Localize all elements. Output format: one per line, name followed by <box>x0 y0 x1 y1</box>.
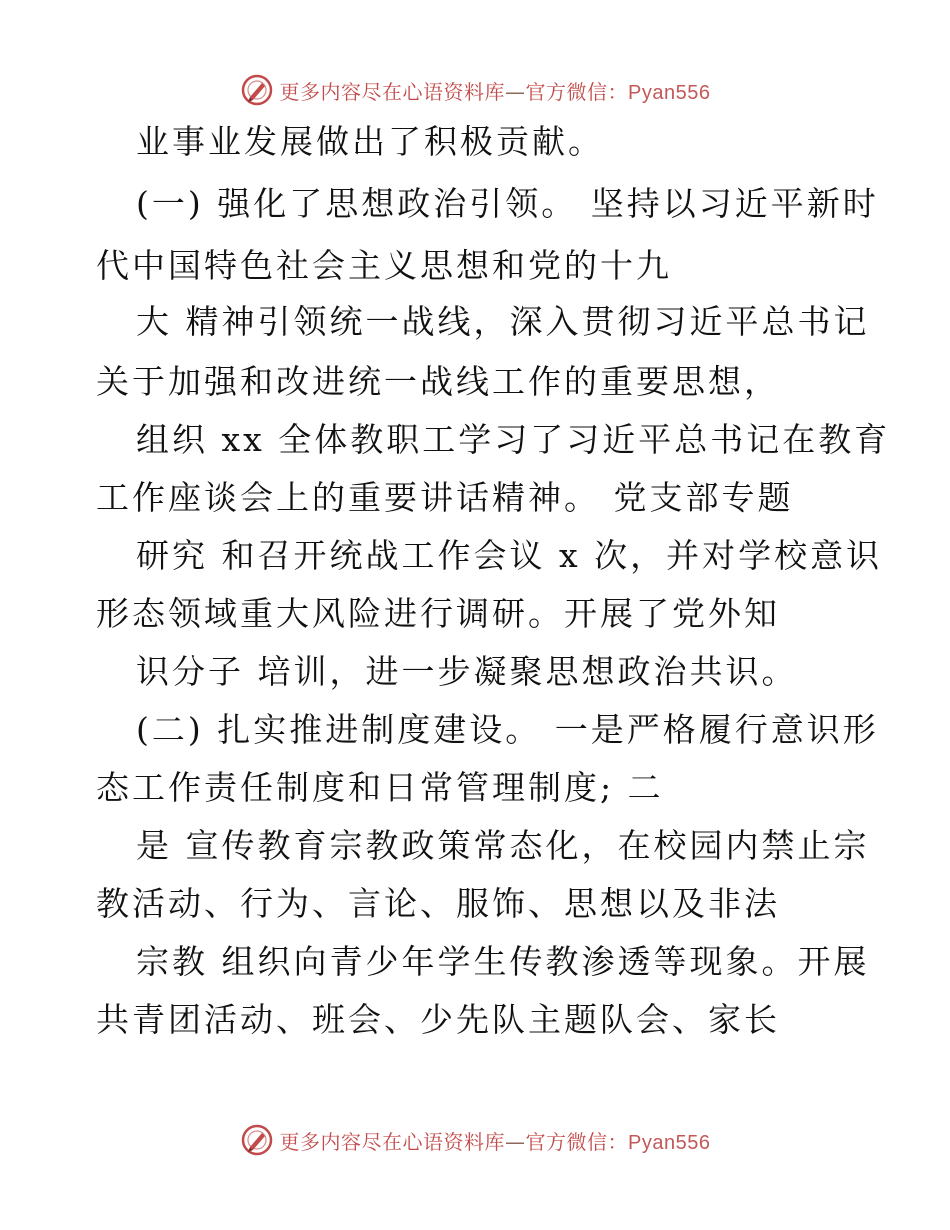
body-line: 识分子 培训，进一步凝聚思想政治共识。 <box>136 652 798 691</box>
body-line: 宗教 组织向青少年学生传教渗透等现象。开展 <box>136 942 870 981</box>
body-line: 工作座谈会上的重要讲话精神。 党支部专题 <box>96 478 794 517</box>
body-line: 共青团活动、班会、少先队主题队会、家长 <box>96 1000 780 1039</box>
body-line: 是 宣传教育宗教政策常态化，在校园内禁止宗 <box>136 826 870 865</box>
body-line: 代中国特色社会主义思想和党的十九 <box>96 246 672 285</box>
body-line: 研究 和召开统战工作会议 x 次，并对学校意识 <box>136 536 883 575</box>
body-line: 业事业发展做出了积极贡献。 <box>136 122 604 161</box>
body-line: (一) 强化了思想政治引领。 坚持以习近平新时 <box>136 184 879 223</box>
watermark-text: 更多内容尽在心语资料库—官方微信：Pyan556 <box>279 79 711 104</box>
body-line: 态工作责任制度和日常管理制度; 二 <box>96 768 664 807</box>
body-line: (二) 扎实推进制度建设。 一是严格履行意识形 <box>136 710 879 749</box>
watermark-text: 更多内容尽在心语资料库—官方微信：Pyan556 <box>279 1129 711 1154</box>
body-line: 大 精神引领统一战线，深入贯彻习近平总书记 <box>136 302 870 341</box>
body-line: 教活动、行为、言论、服饰、思想以及非法 <box>96 884 780 923</box>
seal-pen-icon <box>240 73 274 107</box>
body-line: 关于加强和改进统一战线工作的重要思想， <box>96 362 780 401</box>
body-line: 组织 xx 全体教职工学习了习近平总书记在教育 <box>136 420 891 459</box>
seal-pen-icon <box>240 1123 274 1157</box>
body-line: 形态领域重大风险进行调研。开展了党外知 <box>96 594 780 633</box>
footer-watermark <box>0 1120 950 1160</box>
header-watermark <box>0 70 950 110</box>
